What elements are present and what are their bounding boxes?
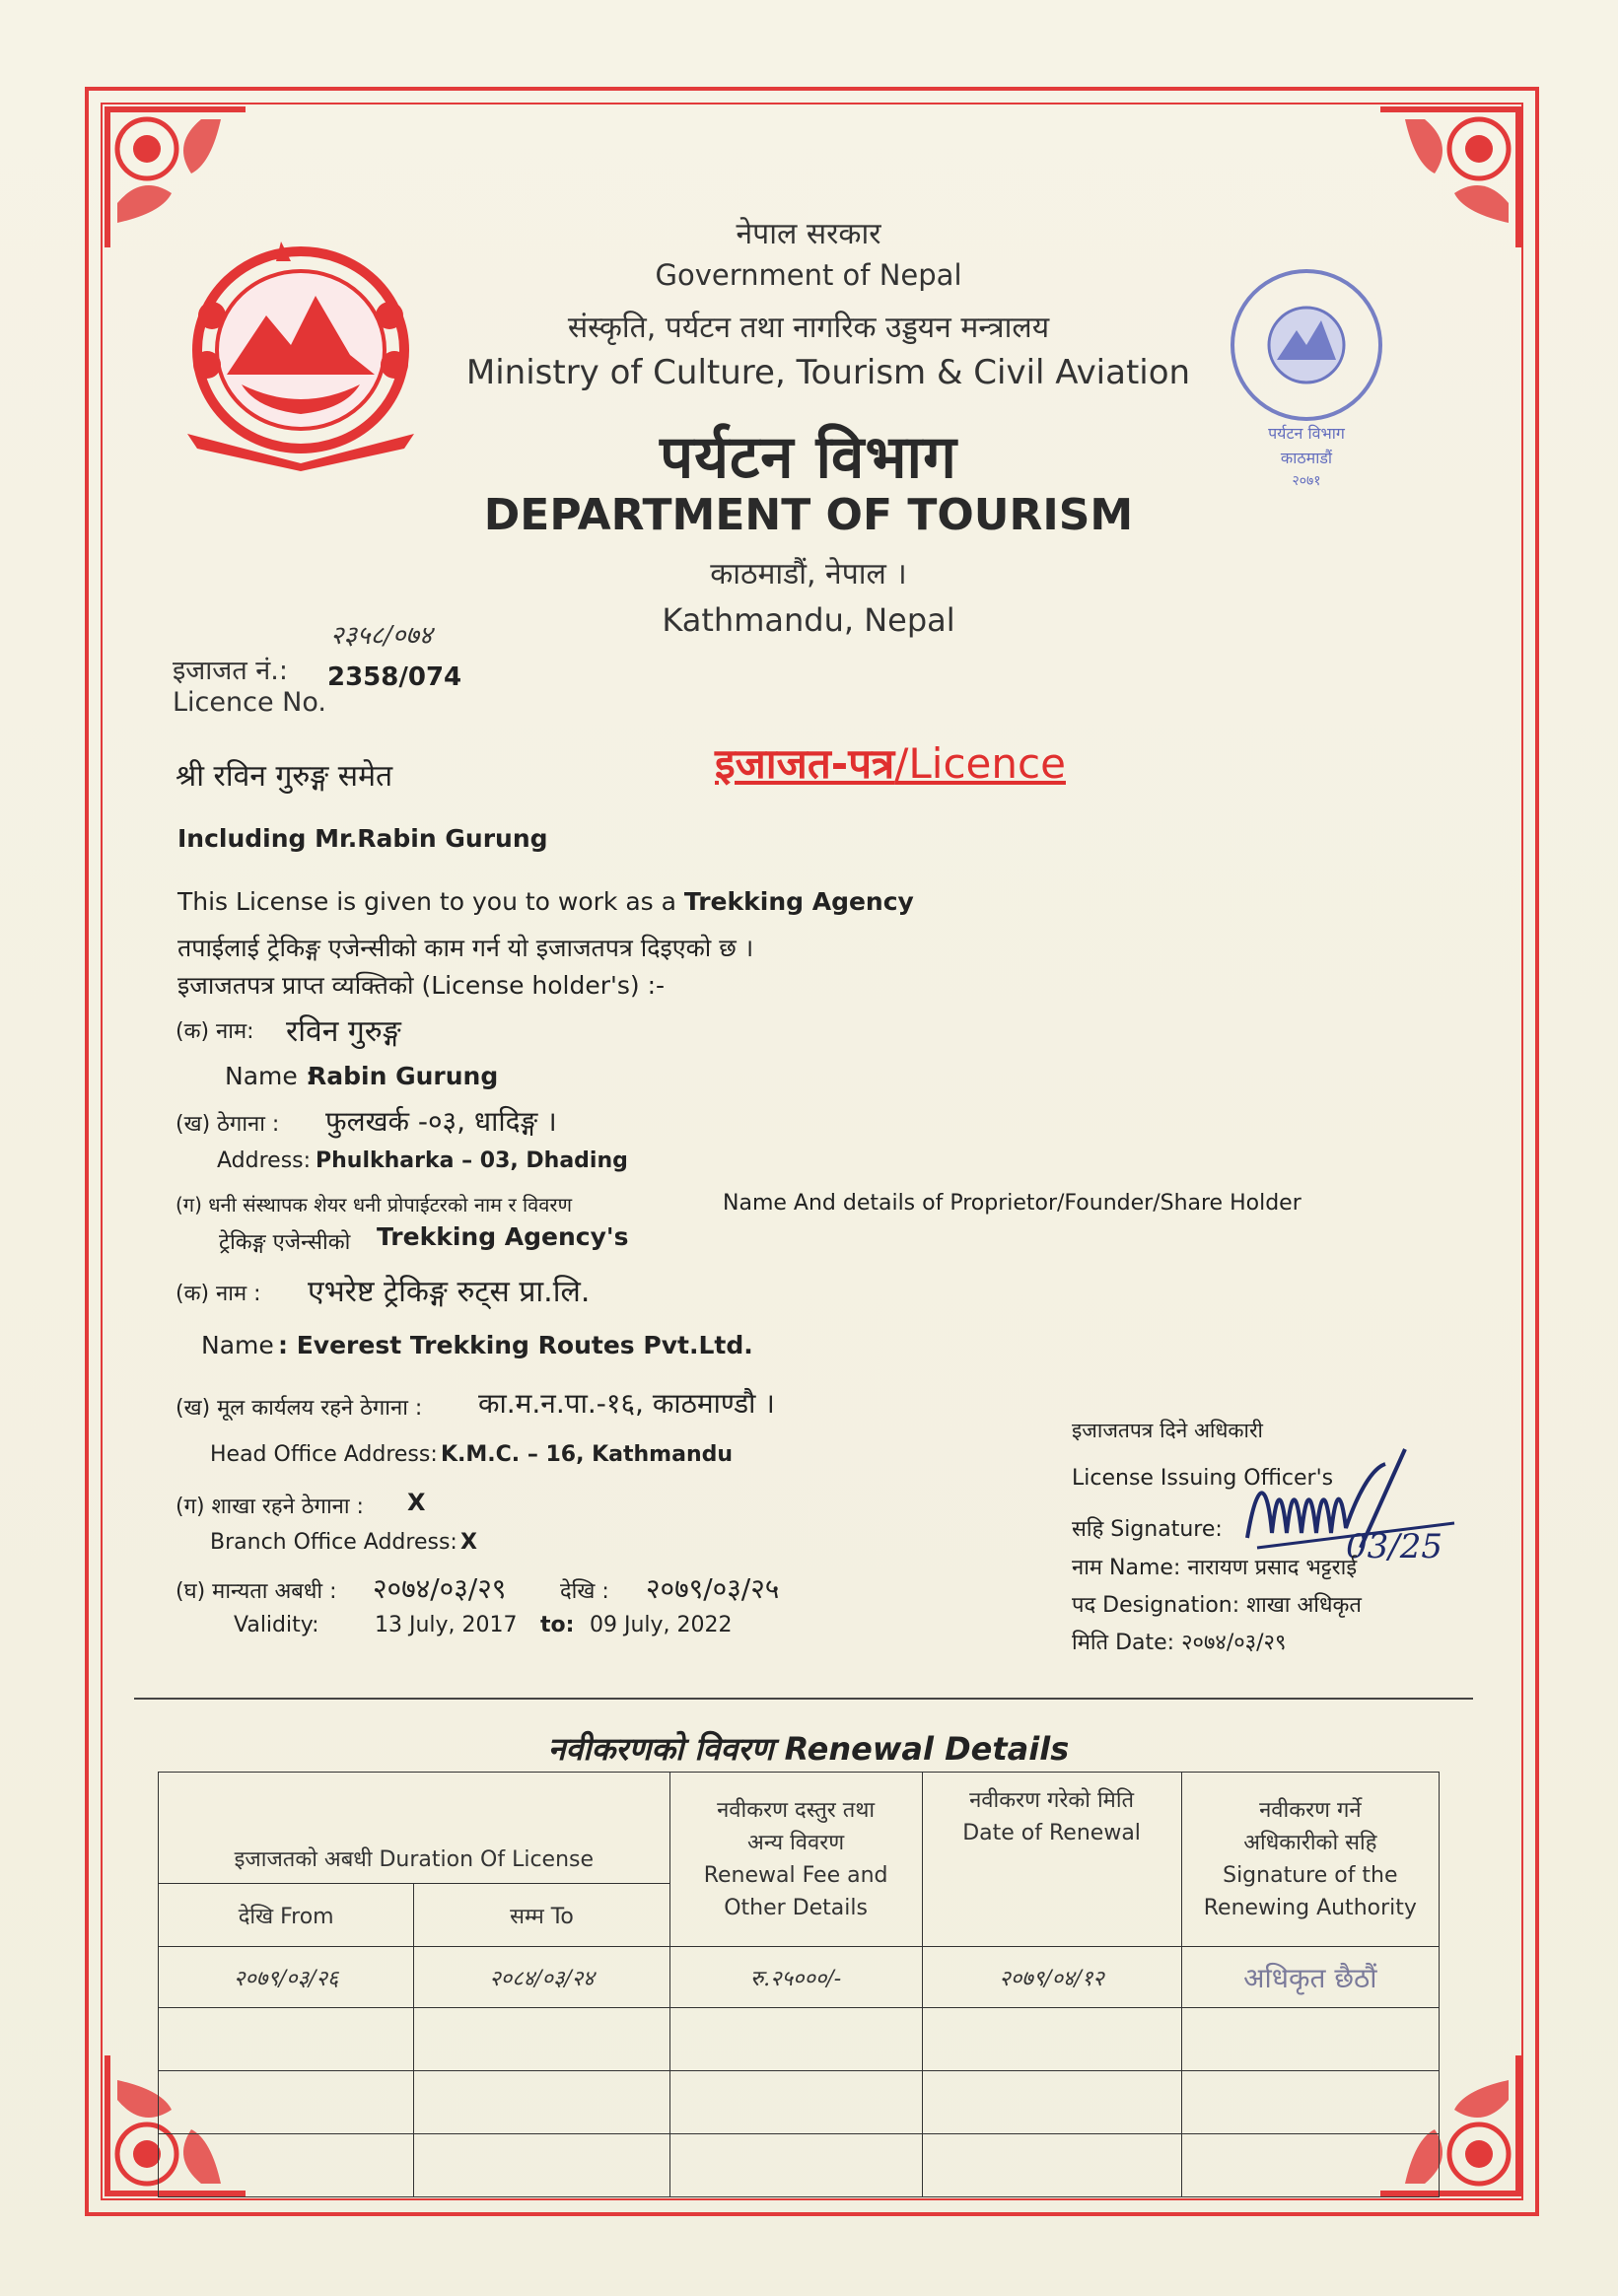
validity-to-label: to: — [540, 1613, 575, 1637]
corner-ornament-top-right — [1375, 104, 1523, 252]
validity-from-en: 13 July, 2017 — [375, 1613, 518, 1637]
col-fee: नवीकरण दस्तुर तथा अन्य विवरण Renewal Fee and Other Details — [669, 1773, 922, 1947]
renewal-to: २०८४/०३/२४ — [414, 1947, 669, 2008]
renewal-header-row — [159, 1773, 1440, 1884]
corner-ornament-top-left — [103, 104, 250, 252]
branch-label-np: (ग) शाखा रहने ठेगाना : — [176, 1495, 364, 1519]
holder-address-label-en: Address: — [217, 1148, 312, 1173]
holder-address-en: Phulkharka – 03, Dhading — [316, 1148, 628, 1173]
svg-text:काठमाडौं: काठमाडौं — [1280, 449, 1333, 467]
officer-name: नाम Name: नारायण प्रसाद भट्टराई — [1072, 1556, 1358, 1580]
col-date: नवीकरण गरेको मिति Date of Renewal — [922, 1773, 1181, 1947]
holder-name-label-np: (क) नाम: — [176, 1019, 254, 1044]
licence-title: इजाजत-पत्र/Licence — [715, 739, 1066, 788]
department-en: DEPARTMENT OF TOURISM — [483, 490, 1134, 540]
agency-name-en: : Everest Trekking Routes Pvt.Ltd. — [278, 1331, 753, 1359]
renewal-from: २०७९/०३/२६ — [159, 1947, 414, 2008]
col-to: सम्म To — [414, 1884, 669, 1947]
validity-label-en: Validity: — [234, 1613, 319, 1637]
head-office-np: का.म.न.पा.-१६, काठमाण्डौ । — [478, 1387, 775, 1420]
ministry-en: Ministry of Culture, Tourism & Civil Aviation — [465, 353, 1191, 392]
proprietor-label-en: Name And details of Proprietor/Founder/Share Holder — [723, 1191, 1301, 1216]
holder-address-np: फुलखर्क -०३, धादिङ्ग । — [325, 1105, 557, 1138]
city-en: Kathmandu, Nepal — [662, 601, 955, 639]
agency-name-np: एभरेष्ट ट्रेकिङ्ग रुट्स प्रा.लि. — [308, 1275, 591, 1309]
officer-signature — [1237, 1439, 1474, 1567]
renewal-date: २०७९/०४/१२ — [922, 1947, 1181, 2008]
gov-title-en: Government of Nepal — [655, 258, 962, 292]
department-stamp — [1213, 266, 1440, 513]
head-office-label-en: Head Office Address: — [210, 1442, 438, 1467]
head-office-en: K.M.C. – 16, Kathmandu — [441, 1442, 734, 1467]
licence-label-en: Licence No. — [173, 687, 326, 718]
svg-text:पर्यटन विभाग: पर्यटन विभाग — [1268, 424, 1345, 443]
svg-text:२०७१: २०७१ — [1292, 473, 1321, 489]
renewal-authority: अधिकृत छैठौं — [1181, 1947, 1439, 2008]
addressee-np: श्री रविन गुरुङ्ग समेत — [176, 759, 393, 794]
addressee-en: Including Mr.Rabin Gurung — [177, 824, 548, 853]
proprietor-label-np: (ग) धनी संस्थापक शेयर धनी प्रोपाईटरको नाम र विवरण — [176, 1193, 573, 1217]
agency-label-np: ट्रेकिङ्ग एजेन्सीको — [219, 1230, 351, 1255]
renewal-row — [159, 1947, 1440, 2008]
holders-heading: इजाजतपत्र प्राप्त व्यक्तिको (License holder's) :- — [177, 971, 666, 1000]
officer-signature-date: 03/25 — [1346, 1527, 1442, 1566]
agency-label-en: Trekking Agency's — [377, 1222, 629, 1251]
department-np: पर्यटन विभाग — [660, 423, 957, 492]
holder-name-en: Rabin Gurung — [308, 1062, 499, 1090]
section-divider — [134, 1698, 1473, 1700]
licence-purpose: This License is given to you to work as a Trekking Agency — [177, 887, 914, 916]
renewal-row-empty — [159, 2071, 1440, 2134]
holder-address-label-np: (ख) ठेगाना : — [176, 1112, 280, 1137]
licence-number: 2358/074 — [327, 662, 462, 692]
col-signature: नवीकरण गर्ने अधिकारीको सहि Signature of the Renewing Authority — [1181, 1773, 1439, 1947]
head-office-label-np: (ख) मूल कार्यलय रहने ठेगाना : — [176, 1396, 423, 1421]
validity-to-en: 09 July, 2022 — [590, 1613, 733, 1637]
agency-name-label-np: (क) नाम : — [176, 1282, 261, 1306]
licence-label-np: इजाजत नं.: — [173, 656, 288, 686]
branch-np: X — [407, 1489, 426, 1516]
holder-name-label-en: Name : — [225, 1062, 315, 1090]
branch-label-en: Branch Office Address: — [210, 1530, 457, 1555]
ministry-np: संस्कृति, पर्यटन तथा नागरिक उड्डयन मन्त्रालय — [567, 311, 1050, 345]
col-from: देखि From — [159, 1884, 414, 1947]
renewal-table — [158, 1772, 1440, 2197]
officer-date: मिति Date: २०७४/०३/२९ — [1072, 1631, 1287, 1655]
validity-mid-np: देखि : — [560, 1579, 609, 1604]
agency-name-label-en: Name — [201, 1331, 274, 1359]
renewal-row-empty — [159, 2008, 1440, 2071]
officer-designation: पद Designation: शाखा अधिकृत — [1072, 1593, 1362, 1618]
licence-purpose-np: तपाईलाई ट्रेकिङ्ग एजेन्सीको काम गर्न यो इजाजतपत्र दिइएको छ । — [177, 934, 754, 962]
validity-to-np: २०७९/०३/२५ — [646, 1572, 780, 1605]
licence-number-np: २३५८/०७४ — [330, 621, 433, 651]
officer-heading-en: License Issuing Officer's — [1072, 1466, 1334, 1491]
gov-title-np: नेपाल सरकार — [736, 217, 881, 251]
officer-heading-np: इजाजतपत्र दिने अधिकारी — [1072, 1419, 1263, 1442]
renewal-fee: रु.२५०००/- — [669, 1947, 922, 2008]
signature-label: सहि Signature: — [1072, 1517, 1223, 1542]
renewal-row-empty — [159, 2134, 1440, 2197]
validity-from-np: २०७४/०३/२९ — [373, 1572, 507, 1605]
branch-en: X — [460, 1530, 477, 1555]
city-np: काठमाडौं, नेपाल । — [710, 557, 907, 591]
validity-label-np: (घ) मान्यता अबधी : — [176, 1579, 337, 1604]
renewal-title: नवीकरणको विवरण Renewal Details — [547, 1730, 1070, 1768]
holder-name-np: रविन गुरुङ्ग — [286, 1014, 401, 1049]
col-duration: इजाजतको अबधी Duration Of License — [159, 1773, 670, 1884]
nepal-emblem-icon — [168, 237, 434, 473]
